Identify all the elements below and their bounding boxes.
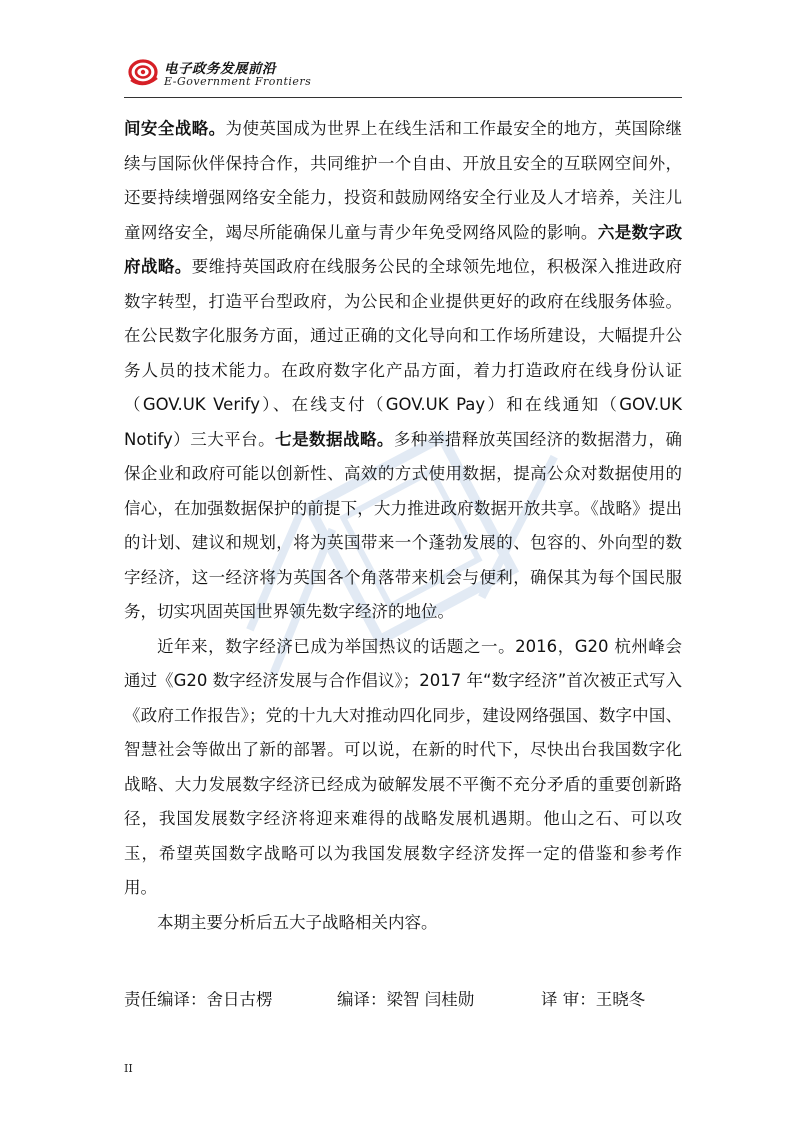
article-body xyxy=(124,112,682,940)
credit-editor: 责任编译：舍日古楞 xyxy=(124,990,273,1009)
header-divider xyxy=(124,97,682,98)
strategy-six-text: 要维持英国政府在线服务公民的全球领先地位，积极深入推进政府数字转型，打造平台型政府，为公民和企业提供更好的政府在线服务体验。在公民数字化服务方面，通过正确的文化导向和工作场所建设，大幅提升公务人员的技术能力。在政府数字化产品方面，着力打造政府在线身份认证（GOV.UK Verify）、在线支付（GOV.UK Pay）和在线通知（GOV.UK Notify）三大平台。 xyxy=(124,257,682,449)
credit-reviewer: 译 审：王晓冬 xyxy=(541,990,646,1009)
strategy-six-heading: 六是数字政府战略。 xyxy=(124,222,682,276)
page-header xyxy=(0,0,800,100)
paragraph-strategies xyxy=(124,112,682,630)
brand-title-en: E-Government Frontiers xyxy=(164,75,312,88)
brand-title-cn: 电子政务发展前沿 xyxy=(164,61,276,77)
strategy-seven-text: 多种举措释放英国经济的数据潜力，确保企业和政府可能以创新性、高效的方式使用数据，提高公众对数据使用的信心，在加强数据保护的前提下，大力推进政府数据开放共享。《战略》提出的计划、建议和规划，将为英国带来一个蓬勃发展的、包容的、外向型的数字经济，这一经济将为英国各个角落带来机会与便利，确保其为每个国民服务，切实巩固英国世界领先数字经济的地位。 xyxy=(124,429,683,621)
credit-translators: 编译：梁智 闫桂勋 xyxy=(337,990,475,1009)
page-number: II xyxy=(124,1062,133,1075)
strategy-seven-heading: 七是数据战略。 xyxy=(275,429,394,449)
credits-line xyxy=(124,986,684,1016)
paragraph-digital-economy: 近年来，数字经济已成为举国热议的话题之一。2016，G20 杭州峰会通过《G20 数字经济发展与合作倡议》；2017 年“数字经济”首次被正式写入《政府工作报告》；党的十九大对推动四化同步，建设网络强国、数字中国、智慧社会等做出了新的部署。可以说，在新的时代下，尽快出台我国数字化战略、大力发展数字经济已经成为破解发展不平衡不充分矛盾的重要创新路径，我国发展数字经济将迎来难得的战略发展机遇期。他山之石、可以攻玉，希望英国数字战略可以为我国发展数字经济发挥一定的借鉴和参考作用。 xyxy=(124,636,682,897)
ring-logo-icon xyxy=(128,56,160,86)
strategy-five-heading: 间安全战略。 xyxy=(124,119,226,138)
strategy-five-text: 为使英国成为世界上在线生活和工作最安全的地方，英国除继续与国际伙伴保持合作，共同维护一个自由、开放且安全的互联网空间外，还要持续增强网络安全能力，投资和鼓励网络安全行业及人才培养，关注儿童网络安全，竭尽所能确保儿童与青少年免受网络风险的影响。 xyxy=(124,119,682,242)
paragraph-summary: 本期主要分析后五大子战略相关内容。 xyxy=(157,912,438,932)
